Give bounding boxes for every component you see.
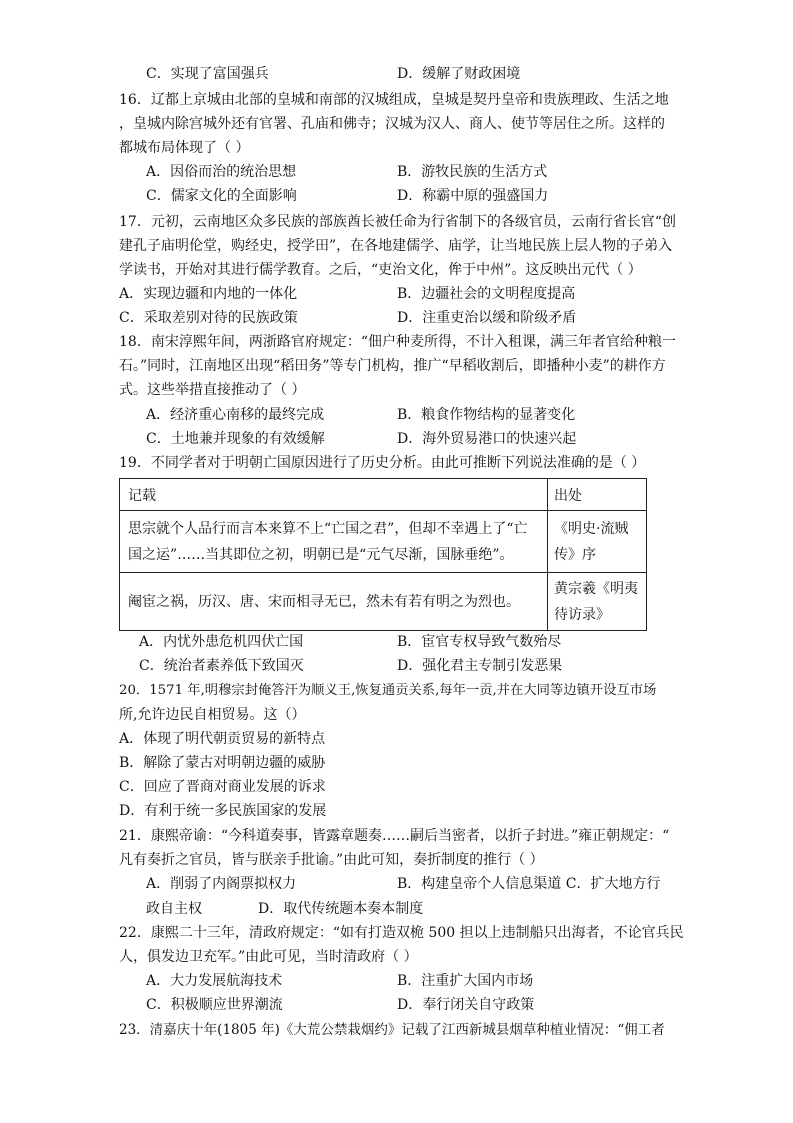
- record-line: 国之运”……当其即位之初，明朝已是“元气尽渐，国脉垂绝”。: [128, 546, 514, 563]
- q19-option-d: D．强化君主专制引发恶果: [397, 658, 563, 674]
- q17-stem-line-3: 学读书，开始对其进行儒学教育。之后，“吏治文化，侔于中州”。这反映出元代（ ）: [119, 262, 642, 278]
- q17-option-c: C．采取差别对待的民族政策: [119, 310, 298, 326]
- table-cell-record: [120, 573, 548, 631]
- q21-option-d: D．取代传统题本奏本制度: [258, 901, 424, 917]
- table-cell-record: [120, 511, 548, 573]
- q15-option-d: D．缓解了财政困境: [397, 66, 521, 82]
- q17-option-b: B．边疆社会的文明程度提高: [397, 286, 576, 302]
- q20-option-d: D．有利于统一多民族国家的发展: [119, 803, 327, 819]
- q15-option-c: C．实现了富国强兵: [146, 66, 269, 82]
- q21-stem-line-1: 21．康熙帝谕：“今科道奏事，皆露章题奏……嗣后当密者，以折子封进。”雍正朝规定：“: [119, 828, 670, 844]
- q20-option-a: A．体现了明代朝贡贸易的新特点: [119, 731, 326, 747]
- q22-option-a: A．大力发展航海技术: [146, 973, 283, 989]
- q22-option-d: D．奉行闭关自守政策: [397, 997, 535, 1013]
- q23-stem-line-1: 23．清嘉庆十年(1805 年)《大荒公禁栽烟约》记载了江西新城县烟草种植业情况：“佣工者: [119, 1022, 665, 1038]
- table-cell-source: [548, 573, 647, 631]
- q20-option-b: B．解除了蒙古对明朝边疆的威胁: [119, 755, 326, 771]
- q17-option-d: D．注重吏治以缓和阶级矛盾: [397, 310, 577, 326]
- source-line: 《明史·流贼: [554, 520, 629, 537]
- q20-stem-line-2: 所,允许边民自相贸易。这（）: [119, 707, 306, 723]
- table-cell-source: [548, 511, 647, 573]
- table-header-source: 出处: [548, 479, 647, 511]
- q22-stem-line-1: 22．康熙二十三年，清政府规定：“如有打造双桅 500 担以上违制船只出海者，不论官兵民: [119, 925, 684, 941]
- q18-option-a: A．经济重心南移的最终完成: [146, 407, 325, 423]
- q19-option-a: A．内忧外患危机四伏亡国: [139, 634, 304, 650]
- table-row: [120, 573, 647, 631]
- q16-stem-line-2: ，皇城内除宫城外还有官署、孔庙和佛寺；汉城为汉人、商人、使节等居住之所。这样的: [119, 116, 665, 132]
- q18-stem-line-2: 石。”同时，江南地区出现“稻田务”等专门机构，推广“早稻收割后，即播种小麦”的耕作方: [119, 358, 666, 374]
- record-line: 阉宦之祸，历汉、唐、宋而相寻无已，然未有若有明之为烈也。: [128, 593, 520, 610]
- table-header-row: [120, 479, 647, 511]
- q17-option-a: A．实现边疆和内地的一体化: [119, 286, 298, 302]
- q22-option-b: B．注重扩大国内市场: [397, 973, 534, 989]
- q18-option-b: B．粮食作物结构的显著变化: [397, 407, 576, 423]
- q21-option-c-cont: 政自主权: [146, 901, 202, 917]
- table-row: [120, 511, 647, 573]
- q17-stem-line-1: 17．元初，云南地区众多民族的部族酋长被任命为行省制下的各级官员，云南行省长官“创: [119, 214, 676, 230]
- q18-option-c: C．土地兼并现象的有效缓解: [146, 431, 325, 447]
- q21-option-a: A．削弱了内阁票拟权力: [146, 876, 297, 892]
- q17-stem-line-2: 建孔子庙明伦堂，购经史，授学田”，在各地建儒学、庙学，让当地民族上层人物的子弟入: [119, 238, 673, 254]
- q16-option-b: B．游牧民族的生活方式: [397, 164, 548, 180]
- q22-stem-line-2: 人，俱发边卫充军。”由此可见，当时清政府（ ）: [119, 949, 418, 965]
- q19-stem: 19．不同学者对于明朝亡国原因进行了历史分析。由此可推断下列说法准确的是（ ）: [119, 455, 646, 471]
- q22-option-c: C．积极顺应世界潮流: [146, 997, 283, 1013]
- source-line: 黄宗羲《明夷: [554, 580, 639, 597]
- source-line: 待访录》: [554, 606, 611, 623]
- q16-option-d: D．称霸中原的强盛国力: [397, 188, 549, 204]
- q18-stem-line-3: 式。这些举措直接推动了（ ）: [119, 382, 306, 398]
- q18-option-d: D．海外贸易港口的快速兴起: [397, 431, 577, 447]
- q21-option-b-c: B．构建皇帝个人信息渠道 C．扩大地方行: [397, 876, 661, 892]
- q16-stem-line-3: 都城布局体现了（ ）: [119, 140, 250, 156]
- q20-stem-line-1: 20．1571 年,明穆宗封俺答汗为顺义王,恢复通贡关系,每年一贡,并在大同等边镇开设互市场: [119, 683, 657, 698]
- source-line: 传》序: [554, 546, 597, 563]
- record-line: 思宗就个人品行而言本来算不上“亡国之君”，但却不幸遇上了“亡: [128, 520, 528, 537]
- q16-option-a: A．因俗而治的统治思想: [146, 164, 297, 180]
- q16-option-c: C．儒家文化的全面影响: [146, 188, 297, 204]
- q19-option-c: C．统治者素养低下致国灭: [139, 658, 304, 674]
- q20-option-c: C．回应了晋商对商业发展的诉求: [119, 779, 326, 795]
- q18-stem-line-1: 18．南宋淳熙年间，两浙路官府规定：“佃户种麦所得，不计入租课，满三年者官给种粮一: [119, 334, 676, 350]
- q19-option-b: B．宦官专权导致气数殆尽: [397, 634, 562, 650]
- q19-source-table: [119, 478, 647, 631]
- table-header-record: 记载: [120, 479, 548, 511]
- q21-stem-line-2: 凡有奏折之官员，皆与朕亲手批谕。”由此可知，奏折制度的推行（ ）: [119, 852, 544, 868]
- q16-stem-line-1: 16．辽都上京城由北部的皇城和南部的汉城组成，皇城是契丹皇帝和贵族理政、生活之地: [119, 92, 669, 108]
